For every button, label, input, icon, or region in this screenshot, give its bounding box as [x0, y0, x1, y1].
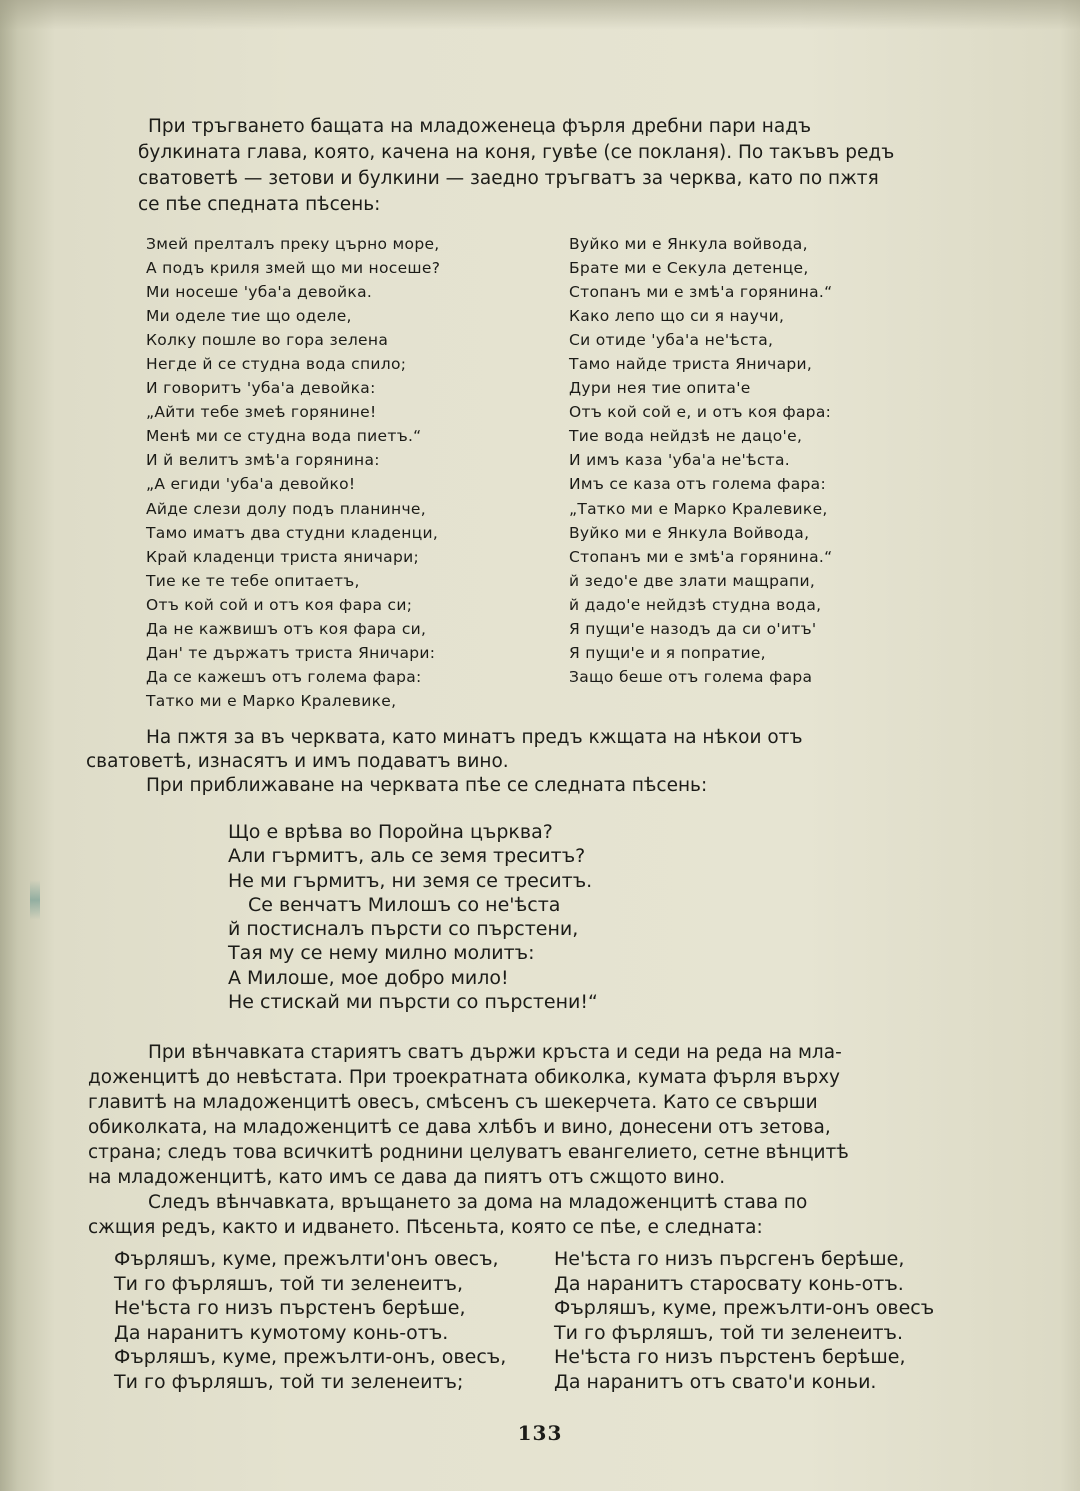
verse-line: Ти го фърляшъ, той ти зеленеитъ; [114, 1370, 464, 1393]
verse-line: Али гърмитъ, аль се земя треситъ? [228, 845, 586, 868]
paragraph-line: обиколката, на младоженцитѣ се дава хлѣбъ и вино, донесени отъ зетова, [88, 1117, 831, 1138]
verse-line: Край кладенци триста яничари; [146, 547, 419, 566]
verse-line: Да не кажвишъ отъ коя фара си, [146, 619, 427, 638]
paragraph-line: страна; следъ това всичкитѣ роднини целуватъ евангелието, сетне вѣнцитѣ [88, 1142, 849, 1163]
verse-line: й постисналъ пърсти со пърстени, [228, 918, 579, 941]
verse-line: Ми оделе тие що оделе, [146, 307, 352, 326]
song-column-right [554, 1247, 974, 1395]
verse-line: Вуйко ми е Янкула войвода, [569, 235, 808, 253]
verse-line: Тая му се нему милно молитъ: [228, 942, 535, 965]
verse-line: Не ми гърмитъ, ни земя се треситъ. [228, 869, 593, 892]
verse-line: й зедо'е две злати мащрапи, [569, 571, 816, 590]
paragraph-line: главитѣ на младоженцитѣ овесъ, смѣсенъ съ шекерчета. Като се свърши [88, 1092, 818, 1113]
verse-line: Колку пошле во гора зелена [146, 331, 389, 350]
paragraph-line: сжщия редъ, както и идването. Пѣсеньта, която се пѣе, е следната: [88, 1217, 763, 1238]
verse-line: Не'ѣста го низъ пърсгенъ берѣше, [554, 1248, 905, 1270]
verse-line: А подъ криля змей що ми носеше? [146, 259, 441, 278]
verse-line: И имъ каза 'уба'а не'ѣста. [569, 451, 790, 470]
verse-line: И говоритъ 'уба'а девойка: [146, 379, 376, 398]
verse-line: Не стискай ми пърсти со пърстени!“ [228, 991, 598, 1014]
verse-line: Да наранитъ отъ свато'и коньи. [554, 1370, 877, 1393]
song-column-left [114, 1247, 554, 1395]
verse-line: Фърляшъ, куме, прежълти'онъ овесъ, [114, 1248, 499, 1270]
verse-line: й дадо'е нейдзѣ студна вода, [569, 595, 822, 614]
paragraph-line: При вѣнчавката стариятъ сватъ държи кръста и седи на реда на мла- [148, 1042, 842, 1063]
verse-line: Стопанъ ми е змѣ'а горянина.“ [569, 283, 833, 302]
verse-line: Змей прелталъ преку църно море, [146, 235, 440, 253]
song-church [228, 820, 598, 1014]
verse-line: Тие ке те тебе опитаетъ, [146, 571, 360, 590]
verse-line: Я пущи'е назодъ да си о'итъ' [569, 619, 817, 638]
verse-line: Менѣ ми се студна вода пиетъ.“ [146, 427, 422, 446]
verse-line: Негде й се студна вода спило; [146, 355, 407, 374]
verse-line: Ти го фърляшъ, той ти зеленеитъ, [114, 1272, 463, 1295]
intro-line: сватоветѣ — зетови и булкини — заедно тръгватъ за черква, като по пжтя [138, 168, 879, 189]
paragraph-line: сватоветѣ, изнасятъ и имъ подаватъ вино. [86, 751, 509, 772]
verse-line: Татко ми е Марко Кралевике, [146, 691, 397, 710]
verse-line: Се венчатъ Милошъ со не'ѣста [248, 893, 561, 916]
verse-line: Не'ѣста го низъ пърстенъ берѣше, [554, 1346, 906, 1369]
verse-line: А Милоше, мое добро мило! [228, 966, 509, 989]
song-column-left [146, 232, 546, 713]
verse-line: Си отиде 'уба'а не'ѣста, [569, 331, 774, 350]
wedding-paragraph [88, 1040, 956, 1240]
verse-line: Вуйко ми е Янкула Войвода, [569, 523, 810, 542]
verse-line: Айде слези долу подъ планинче, [146, 499, 426, 518]
binding-mark [30, 880, 40, 920]
verse-line: „А егиди 'уба'а девойко! [146, 475, 356, 494]
paragraph-line: На пжтя за въ черквата, като минатъ предъ кжщата на нѣкои отъ [146, 727, 803, 748]
paragraph-line: на младоженцитѣ, като имъ се дава да пиятъ отъ сжщото вино. [88, 1167, 726, 1188]
verse-line: Фърляшъ, куме, прежълти-онъ овесъ [554, 1297, 935, 1320]
verse-line: Дури нея тие опита'е [569, 379, 751, 398]
verse-line: Како лепо що си я научи, [569, 307, 785, 326]
verse-line: Ми носеше 'уба'а девойка. [146, 283, 373, 302]
verse-line: Ти го фърляшъ, той ти зеленеитъ. [554, 1321, 903, 1344]
verse-line: Стопанъ ми е змѣ'а горянина.“ [569, 547, 833, 566]
verse-line: Тамо найде триста Яничари, [569, 355, 813, 374]
verse-line: Дан' те държатъ триста Яничари: [146, 643, 436, 662]
verse-line: Да наранитъ кумотому конь-отъ. [114, 1321, 449, 1344]
paragraph-line: Следъ вѣнчавката, връщането за дома на младоженцитѣ става по [148, 1192, 808, 1213]
verse-line: И й велитъ змѣ'а горянина: [146, 451, 380, 470]
verse-line: Що е врѣва во Поройна църква? [228, 821, 553, 843]
verse-line: Отъ кой сой е, и отъ коя фара: [569, 403, 832, 422]
verse-line: Да се кажешъ отъ голема фара: [146, 667, 422, 686]
intro-line: се пѣе спедната пѣсень: [138, 194, 381, 215]
verse-line: Тамо иматъ два студни кладенци, [146, 523, 439, 542]
page-top-shadow [0, 0, 1080, 30]
verse-line: Фърляшъ, куме, прежълти-онъ, овесъ, [114, 1346, 507, 1369]
page-number: 133 [517, 1421, 563, 1445]
verse-line: Брате ми е Секула детенце, [569, 259, 809, 278]
verse-line: „Айти тебе змеѣ горянине! [146, 403, 377, 422]
song-column-right [569, 232, 969, 689]
intro-line: При тръгването бащата на младоженеца фърля дребни пари надъ [148, 116, 812, 137]
intro-paragraph [138, 114, 964, 218]
verse-line: Защо беше отъ голема фара [569, 667, 813, 686]
church-paragraph [86, 726, 966, 798]
intro-line: булкината глава, която, качена на коня, гувѣе (се покланя). По такъвъ редъ [138, 142, 895, 163]
verse-line: Я пущи'е и я попратие, [569, 643, 766, 662]
paragraph-line: доженцитѣ до невѣстата. При троекратната обиколка, кумата фърля върху [88, 1067, 840, 1088]
verse-line: Имъ се каза отъ голема фара: [569, 475, 826, 494]
verse-line: Тие вода нейдзѣ не дацо'е, [569, 427, 803, 446]
verse-line: Отъ кой сой и отъ коя фара си; [146, 595, 413, 614]
verse-line: „Татко ми е Марко Кралевике, [569, 499, 828, 518]
paragraph-line: При приближаване на черквата пѣе се следната пѣсень: [146, 775, 708, 796]
verse-line: Не'ѣста го низъ пърстенъ берѣше, [114, 1297, 466, 1320]
verse-line: Да наранитъ старосвату конь-отъ. [554, 1272, 904, 1295]
